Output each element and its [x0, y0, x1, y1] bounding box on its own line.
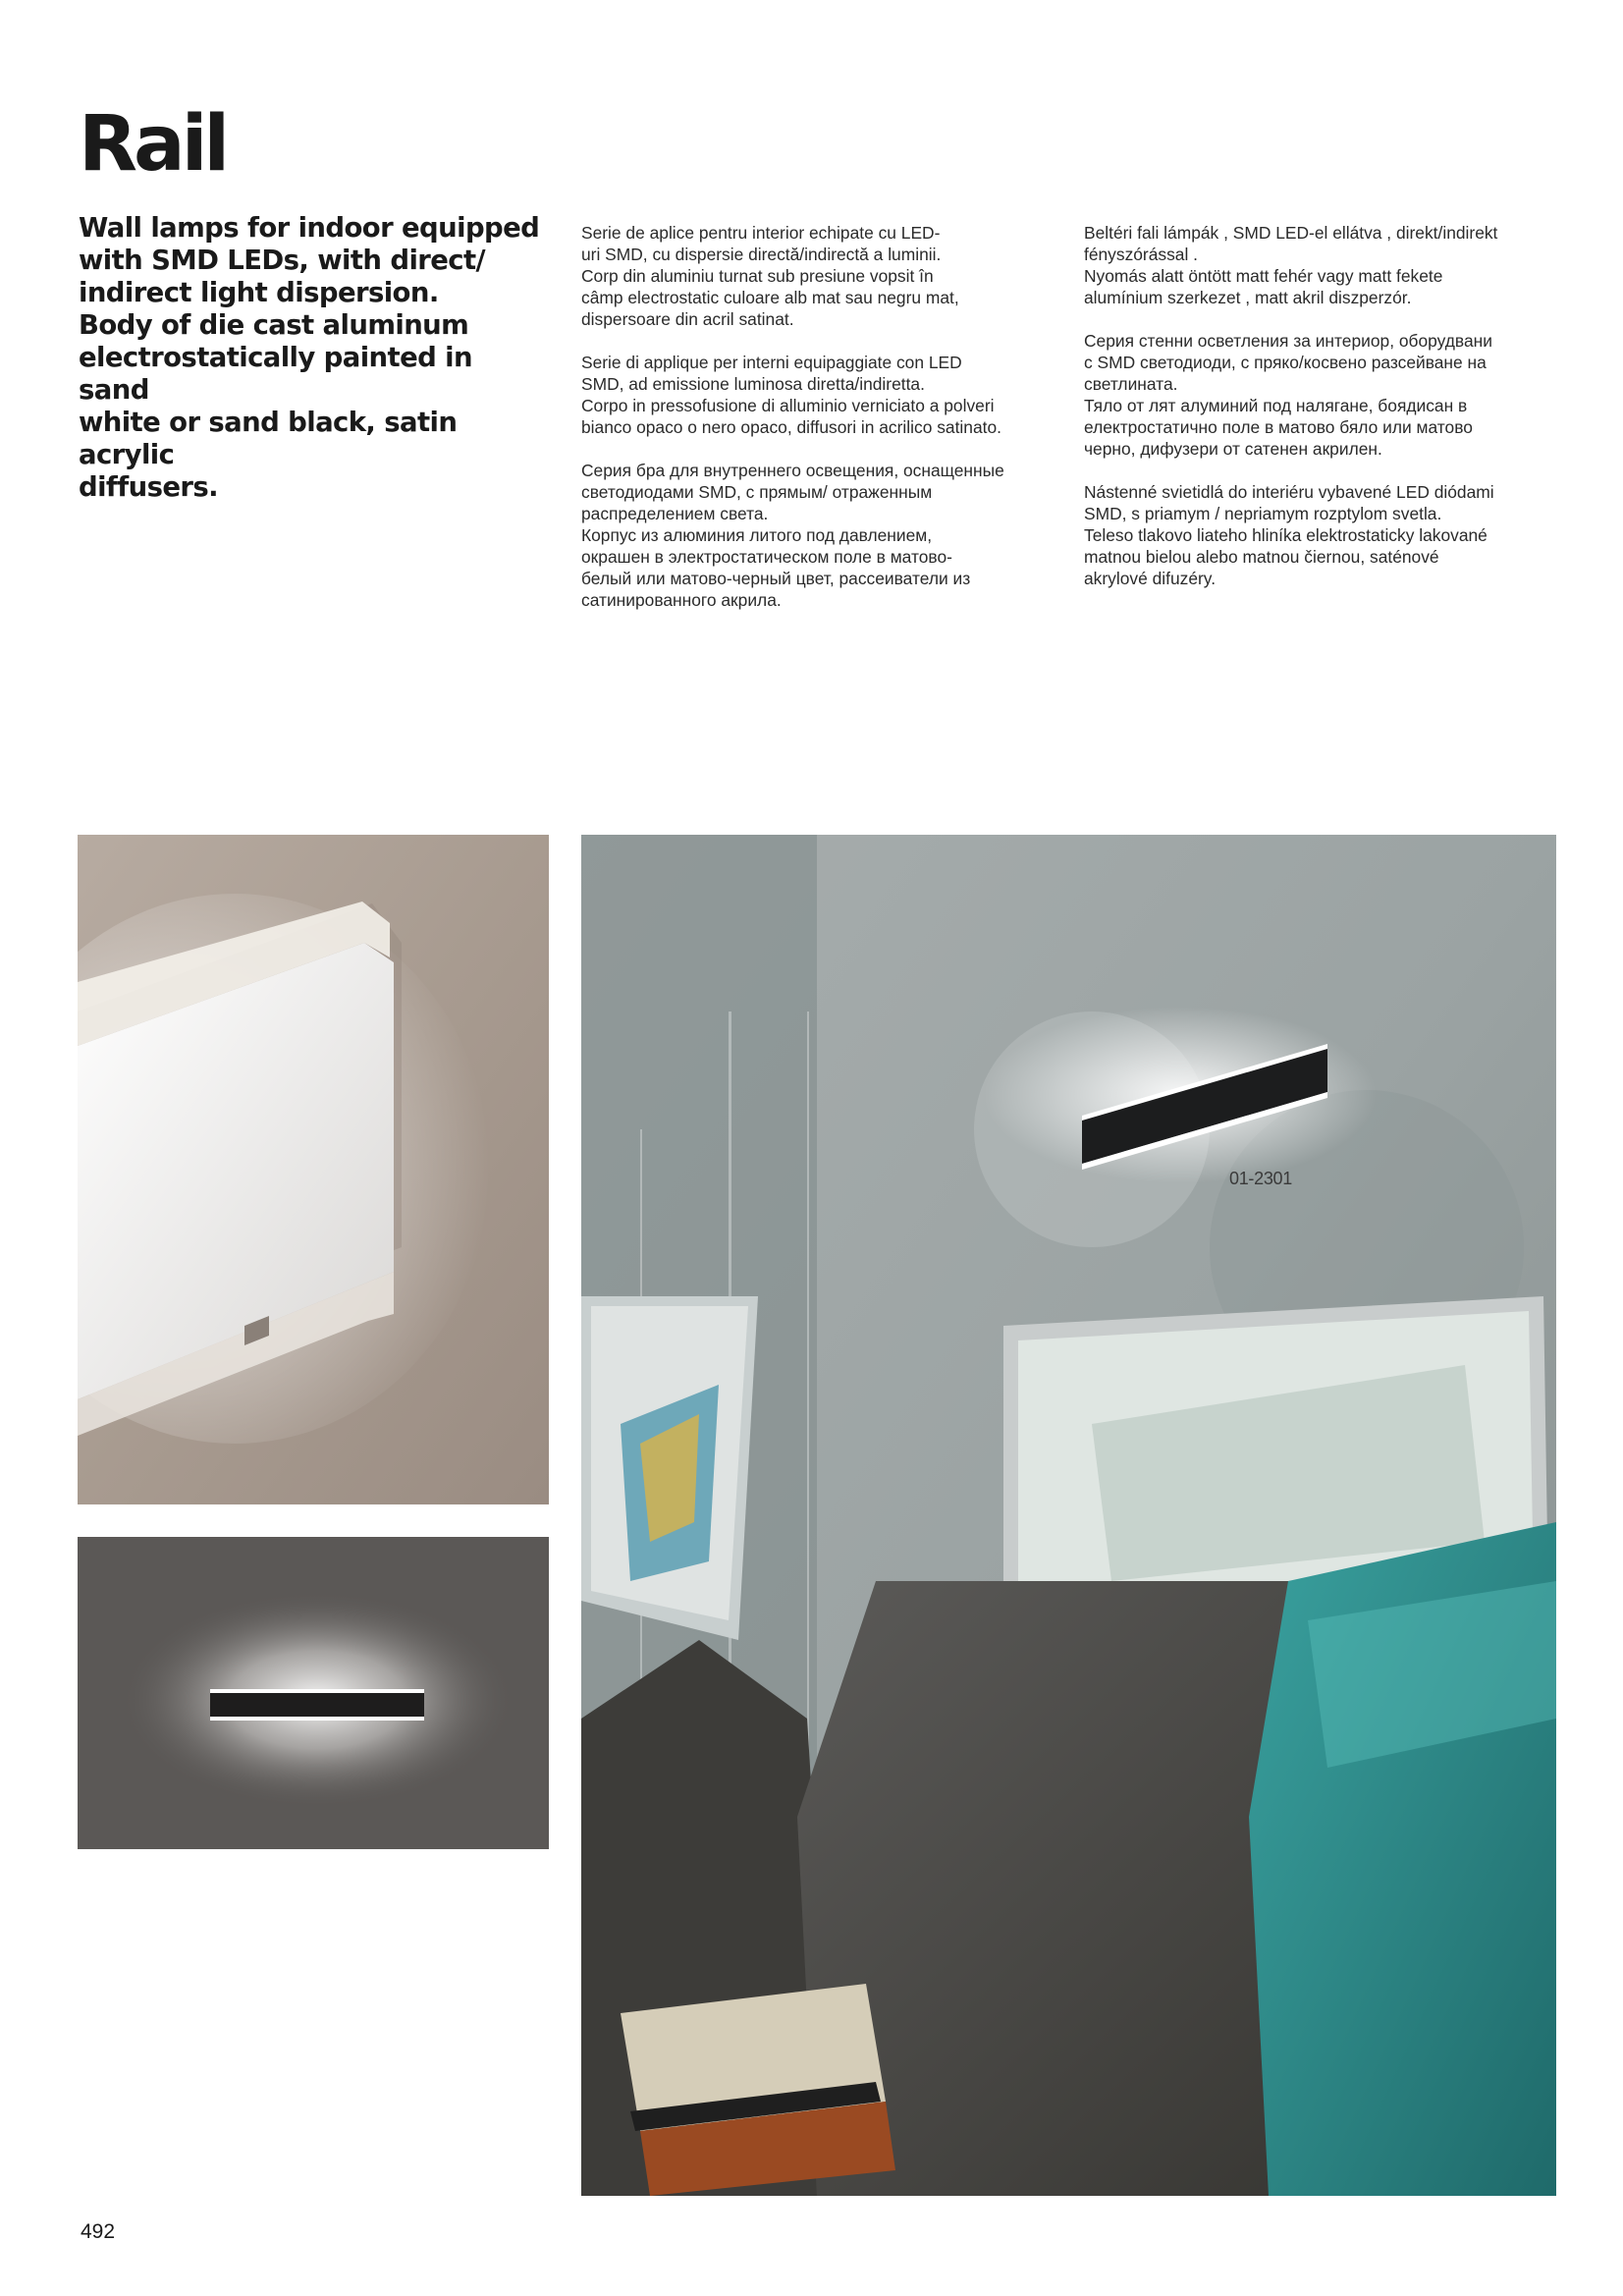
lead-line: white or sand black, satin acrylic	[79, 407, 458, 470]
text-line: Nyomás alatt öntött matt fehér vagy matt fekete	[1084, 266, 1443, 286]
description-italian	[581, 352, 1062, 438]
white-lamp-closeup-illustration	[78, 835, 549, 1504]
text-line: Серия бра для внутреннего освещения, оснащенные	[581, 461, 1004, 480]
text-line: Nástenné svietidlá do interiéru vybavené LED diódami	[1084, 482, 1494, 502]
text-line: akrylové difuzéry.	[1084, 569, 1217, 588]
description-column-2	[581, 222, 1062, 632]
text-line: черно, дифузери от сатенен акрилен.	[1084, 439, 1382, 459]
text-line: белый или матово-черный цвет, рассеиватели из	[581, 569, 971, 588]
text-line: Corpo in pressofusione di alluminio verniciato a polveri	[581, 396, 995, 415]
text-line: Beltéri fali lámpák , SMD LED-el ellátva , direkt/indirekt	[1084, 223, 1498, 243]
text-line: matnou bielou alebo matnou čiernou, saténové	[1084, 547, 1439, 567]
lead-line: Body of die cast aluminum	[79, 309, 469, 341]
lead-line: with SMD LEDs, with direct/	[79, 245, 485, 276]
text-line: окрашен в электростатическом поле в матово-	[581, 547, 952, 567]
text-line: сатинированного акрила.	[581, 590, 782, 610]
text-line: Serie di applique per interni equipaggiate con LED	[581, 353, 962, 372]
lead-line: diffusers.	[79, 471, 219, 503]
text-line: распределением света.	[581, 504, 769, 523]
description-romanian	[581, 222, 1062, 330]
text-line: SMD, s priamym / nepriamym rozptylom svetla.	[1084, 504, 1442, 523]
text-line: електростатично поле в матово бяло или матово	[1084, 417, 1473, 437]
text-line: uri SMD, cu dispersie directă/indirectă a luminii.	[581, 245, 942, 264]
description-hungarian	[1084, 222, 1565, 308]
description-bulgarian	[1084, 330, 1565, 460]
text-line: Teleso tlakovo liateho hliníka elektrostaticky lakované	[1084, 525, 1488, 545]
description-column-3	[1084, 222, 1565, 611]
description-slovak	[1084, 481, 1565, 589]
text-line: SMD, ad emissione luminosa diretta/indiretta.	[581, 374, 925, 394]
text-line: Корпус из алюминия литого под давлением,	[581, 525, 933, 545]
black-lamp-glow-illustration	[78, 1537, 549, 1849]
interior-scene-photo	[581, 835, 1556, 2196]
lead-line: electrostatically painted in sand	[79, 342, 472, 406]
black-lamp-glow-photo	[78, 1537, 549, 1849]
text-line: fényszórással .	[1084, 245, 1198, 264]
page-number: 492	[81, 2220, 116, 2243]
white-lamp-closeup-photo	[78, 835, 549, 1504]
interior-scene-illustration	[581, 835, 1556, 2196]
lead-description	[79, 212, 540, 504]
page-title: Rail	[79, 100, 227, 189]
lead-line: Wall lamps for indoor equipped	[79, 212, 540, 244]
text-line: Corp din aluminiu turnat sub presiune vopsit în	[581, 266, 934, 286]
text-line: bianco opaco o nero opaco, diffusori in acrilico satinato.	[581, 417, 1001, 437]
text-line: Серия стенни осветления за интериор, оборудвани	[1084, 331, 1492, 351]
text-line: alumínium szerkezet , matt akril diszperzór.	[1084, 288, 1412, 307]
lead-line: indirect light dispersion.	[79, 277, 439, 308]
text-line: светодиодами SMD, с прямым/ отраженным	[581, 482, 933, 502]
text-line: с SMD светодиоди, с пряко/косвено разсейване на	[1084, 353, 1487, 372]
text-line: светлината.	[1084, 374, 1178, 394]
product-code-label: 01-2301	[1229, 1169, 1292, 1188]
text-line: Тяло от лят алуминий под налягане, боядисан в	[1084, 396, 1468, 415]
description-russian	[581, 460, 1062, 611]
text-line: Serie de aplice pentru interior echipate cu LED-	[581, 223, 941, 243]
text-line: câmp electrostatic culoare alb mat sau negru mat,	[581, 288, 959, 307]
text-line: dispersoare din acril satinat.	[581, 309, 794, 329]
